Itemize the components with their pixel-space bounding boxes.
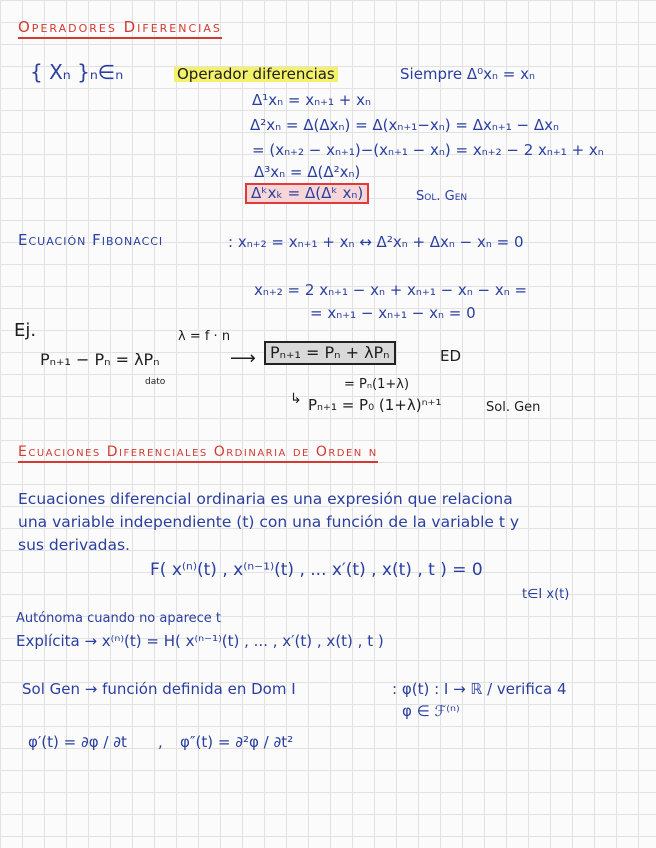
result-arrow: ↳ [290,391,302,407]
delta2-expansion: = (xₙ₊₂ − xₙ₊₁)−(xₙ₊₁ − xₙ) = xₙ₊₂ − 2 xₙ₊₁ + xₙ [252,141,604,159]
phi-class: φ ∈ ℱ⁽ⁿ⁾ [402,702,460,720]
first-derivative: φ′(t) = ∂φ / ∂t [28,733,127,751]
delta1-formula: Δ¹xₙ = xₙ₊₁ + xₙ [252,91,371,109]
definition-line-2: una variable independiente (t) con una función de la variable t y [18,513,520,531]
sol-gen-definition: Sol Gen → función definida en Dom I [22,680,296,698]
fibonacci-derivation-1: xₙ₊₂ = 2 xₙ₊₁ − xₙ + xₙ₊₁ − xₙ − xₙ = [254,281,528,299]
fibonacci-derivation-2: = xₙ₊₁ − xₙ₊₁ − xₙ = 0 [310,304,476,322]
implies-arrow: ⟶ [230,348,256,369]
sequence-notation: { Xₙ }ₙ∈ₙ [30,60,124,84]
ed-label: ED [440,347,462,365]
autonoma-line: Autónoma cuando no aparece t [16,611,222,626]
example-step: = Pₙ(1+λ) [344,377,410,392]
domain-note: t∈I x(t) [522,587,570,602]
definition-line-1: Ecuaciones diferencial ordinaria es una expresión que relaciona [18,490,513,508]
delta2-formula: Δ²xₙ = Δ(Δxₙ) = Δ(xₙ₊₁−xₙ) = Δxₙ₊₁ − Δxₙ [250,116,559,134]
dato-note: dato [145,377,166,387]
lambda-definition: λ = f · n [178,329,231,344]
separator-comma: , [158,733,163,751]
definition-line-3: sus derivadas. [18,536,130,554]
general-formula: F( x⁽ⁿ⁾(t) , x⁽ⁿ⁻¹⁾(t) , ... x′(t) , x(t) , t ) = 0 [150,560,483,580]
explicita-line: Explícita → x⁽ⁿ⁾(t) = H( x⁽ⁿ⁻¹⁾(t) , ... , x′(t) , x(t) , t ) [16,632,384,650]
example-result: Pₙ₊₁ = P₀ (1+λ)ⁿ⁺¹ [308,396,442,414]
example-equation: Pₙ₊₁ − Pₙ = λPₙ [40,350,160,369]
section-title-operadores: Operadores Diferencias [18,20,222,39]
section-title-ecuaciones: Ecuaciones Diferenciales Ordinaria de Orden n [18,445,378,463]
sol-gen-label-2: Sol. Gen [486,400,541,415]
second-derivative: φ″(t) = ∂²φ / ∂t² [180,733,294,751]
example-label: Ej. [14,320,37,341]
fibonacci-title: Ecuación Fibonacci [18,231,164,249]
phi-definition: : φ(t) : I → ℝ / verifica 4 [392,680,567,698]
fibonacci-equation: : xₙ₊₂ = xₙ₊₁ + xₙ ↔ Δ²xₙ + Δxₙ − xₙ = 0 [228,233,524,251]
delta3-formula: Δ³xₙ = Δ(Δ²xₙ) [254,163,361,181]
always-formula: Siempre Δ⁰xₙ = xₙ [400,65,535,83]
sol-gen-label-1: Sol. Gen [416,189,468,204]
deltak-boxed-formula: Δᵏxₖ = Δ(Δᵏ xₙ) [245,183,369,204]
operator-label-highlight: Operador diferencias [174,67,338,82]
example-boxed-equation: Pₙ₊₁ = Pₙ + λPₙ [264,341,396,365]
